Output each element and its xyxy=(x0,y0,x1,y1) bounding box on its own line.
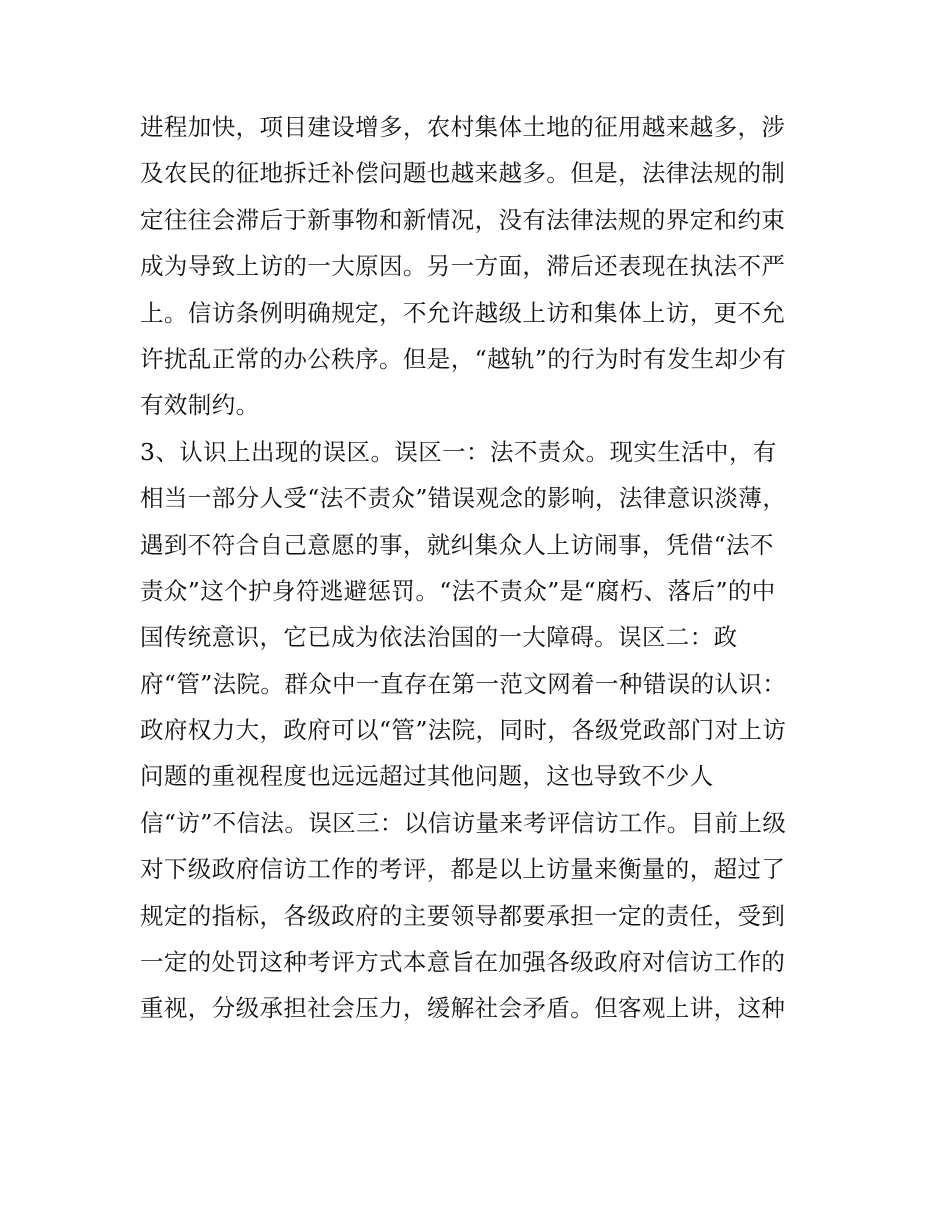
text-line: 问题的重视程度也远远超过其他问题，这也导致不少人 xyxy=(140,762,714,791)
text-line: 一定的处罚这种考评方式本意旨在加强各级政府对信访工作的 xyxy=(140,948,786,977)
text-line: 定往往会滞后于新事物和新情况，没有法律法规的界定和约束 xyxy=(140,205,786,234)
body-text xyxy=(140,104,820,1032)
text-line: 成为导致上访的一大原因。另一方面，滞后还表现在执法不严 xyxy=(140,252,786,281)
text-line: 重视，分级承担社会压力，缓解社会矛盾。但客观上讲，这种 xyxy=(140,994,786,1023)
text-line: 政府权力大，政府可以“管”法院，同时，各级党政部门对上访 xyxy=(140,716,787,745)
text-line: 国传统意识，它已成为依法治国的一大障碍。误区二：政 xyxy=(140,623,738,652)
text-line: 相当一部分人受“法不责众”错误观念的影响，法律意识淡薄， xyxy=(140,484,787,513)
text-line: 许扰乱正常的办公秩序。但是，“越轨”的行为时有发生却少有 xyxy=(140,344,787,373)
text-line: 府“管”法院。群众中一直存在第一范文网着一种错误的认识： xyxy=(140,669,787,698)
text-line: 及农民的征地拆迁补偿问题也越来越多。但是，法律法规的制 xyxy=(140,159,786,188)
text-line: 进程加快，项目建设增多，农村集体土地的征用越来越多，涉 xyxy=(140,113,786,141)
text-line: 责众”这个护身符逃避惩罚。“法不责众”是“腐朽、落后”的中 xyxy=(140,576,776,605)
text-line: 有效制约。 xyxy=(140,391,260,420)
text-line: 遇到不符合自己意愿的事，就纠集众人上访闹事，凭借“法不 xyxy=(140,530,774,559)
text-line: 信“访”不信法。误区三：以信访量来考评信访工作。目前上级 xyxy=(140,808,787,837)
text-line: 对下级政府信访工作的考评，都是以上访量来衡量的，超过了 xyxy=(140,855,786,884)
text-line: 3、认识上出现的误区。误区一：法不责众。现实生活中，有 xyxy=(140,437,777,466)
text-line: 规定的指标，各级政府的主要领导都要承担一定的责任，受到 xyxy=(140,901,786,930)
text-line: 上。信访条例明确规定，不允许越级上访和集体上访，更不允 xyxy=(140,298,786,327)
